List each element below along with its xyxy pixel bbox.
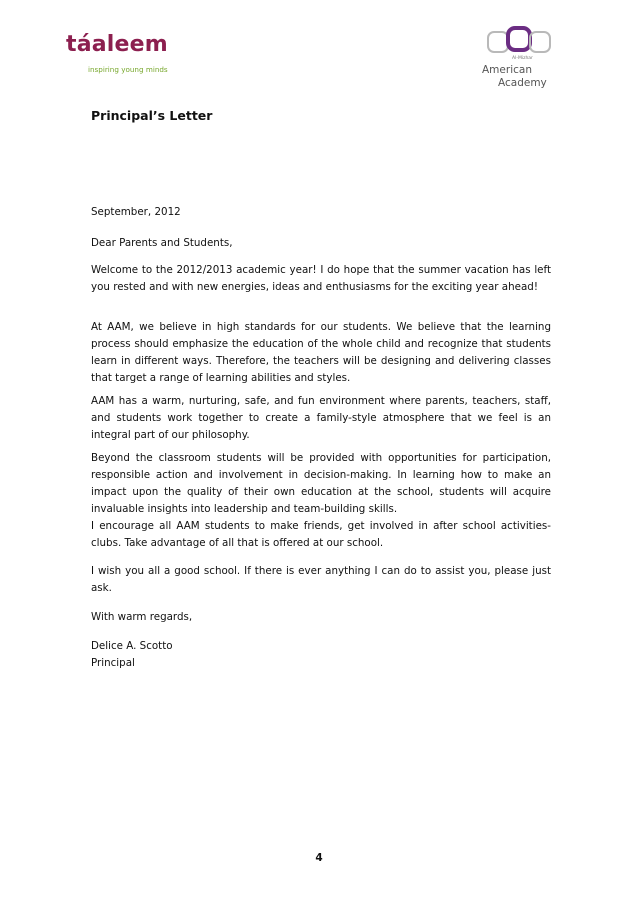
letter-paragraph-3: AAM has a warm, nurturing, safe, and fun environment where parents, teachers, staff, and students work together to create a family-style atmosphere that we feel is an integral part of our philosophy.	[91, 395, 551, 441]
taaleem-logo	[66, 30, 186, 80]
page-number: 4	[315, 852, 323, 864]
signer-title: Principal	[91, 657, 135, 669]
letter-paragraph-6: I wish you all a good school. If there is ever anything I can do to assist you, please just ask.	[91, 565, 551, 594]
aam-logo-subtitle: Al-Mizhar	[512, 56, 533, 61]
letter-closing: With warm regards,	[91, 611, 193, 623]
letter-paragraph-5: I encourage all AAM students to make friends, get involved in after school activities-clubs. Take advantage of all that is offered at our school.	[91, 520, 551, 549]
american-academy-logo	[478, 26, 558, 92]
aam-logo-line2: Academy	[498, 77, 547, 89]
interlocking-rings-icon	[486, 26, 558, 56]
letter-salutation: Dear Parents and Students,	[91, 237, 233, 249]
taaleem-tagline: inspiring young minds	[88, 65, 168, 74]
letter-date: September, 2012	[91, 206, 181, 218]
letter-title: Principal’s Letter	[91, 108, 213, 123]
letter-paragraph-2: At AAM, we believe in high standards for our students. We believe that the learning process should emphasize the education of the whole child and recognize that students learn in different ways. Therefore, the teachers will be designing and delivering classes that target a range of learning abilities and styles.	[91, 321, 551, 384]
letter-paragraph-4: Beyond the classroom students will be provided with opportunities for participation, responsible action and involvement in decision-making. In learning how to make an impact upon the quality of their own education at the school, students will acquire invaluable insights into leadership and team-building skills.	[91, 452, 551, 515]
taaleem-wordmark: táaleem	[66, 32, 168, 57]
aam-logo-line1: American	[482, 64, 532, 76]
letter-paragraph-1: Welcome to the 2012/2013 academic year! I do hope that the summer vacation has left you rested and with new energies, ideas and enthusiasms for the exciting year ahead!	[91, 264, 551, 293]
signer-name: Delice A. Scotto	[91, 640, 173, 652]
